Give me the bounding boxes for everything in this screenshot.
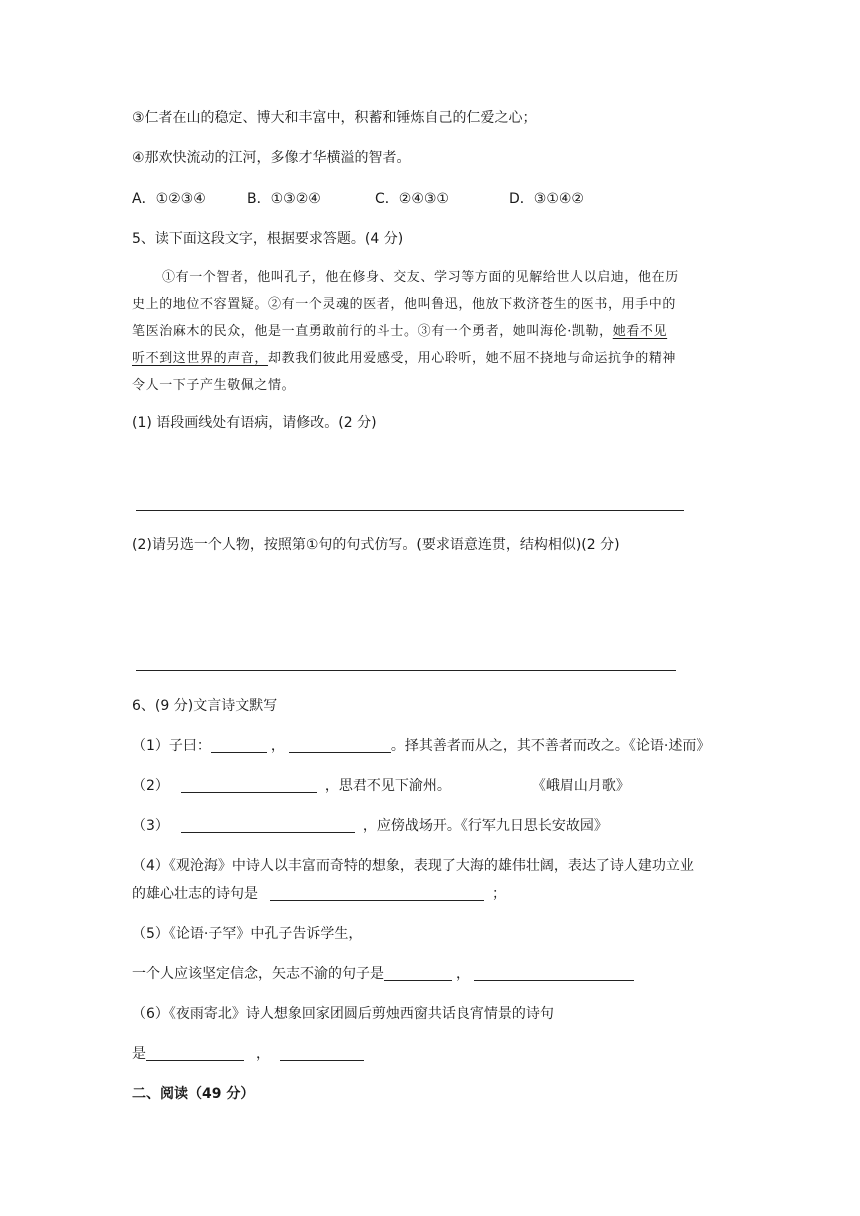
q6-2-blank[interactable] [181,778,317,793]
q6-1-suffix: 。择其善者而从之，其不善者而改之。《论语·述而》 [390,738,711,754]
q6-5-blank-a[interactable] [384,966,452,981]
q6-1-prefix: （1）子曰： [132,738,211,754]
q6-3-text: ，应傍战场开。《行军九日思长安故园》 [362,818,608,834]
q6-item-3 [132,816,608,836]
q5-underlined-error-cont: 听不到这世界的声音， [132,351,269,366]
q6-1-blank-b[interactable] [289,738,391,753]
q5-passage-text: 笔医治麻木的民众，他是一直勇敢前行的斗士。③有一个勇者，她叫海伦·凯勒， [132,324,613,339]
option-a: A．①②③④ [132,191,206,207]
q5-title: 5、读下面这段文字，根据要求答题。(4 分) [132,231,404,247]
q6-1-blank-a[interactable] [211,738,267,753]
q6-6-blank-b[interactable] [280,1046,364,1061]
q6-2-prefix: （2） [132,778,169,794]
options-row [132,189,584,209]
option-d: D．③①④② [509,191,584,207]
q6-4-blank[interactable] [270,886,484,901]
q5-answer-line-1[interactable] [136,510,684,511]
q5-passage-line-3 [132,322,667,342]
q5-sub1: (1) 语段画线处有语病，请修改。(2 分) [132,415,377,431]
q6-item-2 [132,776,630,796]
q6-item-6-line-2 [132,1044,364,1064]
q6-5-comma: ， [456,966,470,982]
q5-answer-line-2[interactable] [136,670,676,671]
q6-1-comma: ， [270,738,285,754]
q5-underlined-error: 她看不见 [612,324,668,339]
q6-item-4-line-1: （4）《观沧海》中诗人以丰富而奇特的想象，表现了大海的雄伟壮阔，表达了诗人建功立业 [132,858,694,874]
section-2-heading [132,1084,254,1104]
q6-item-6-line-1: （6）《夜雨寄北》诗人想象回家团圆后剪烛西窗共话良宵情景的诗句 [132,1006,554,1022]
q6-item-1 [132,736,710,756]
q6-6-blank-a[interactable] [146,1046,244,1061]
option-c: C．②④③① [375,191,449,207]
q6-item-5-line-2 [132,964,634,984]
q6-6-comma: ， [256,1046,270,1062]
q6-4-semicolon: ； [492,886,506,902]
q5-passage-line-1: ①有一个智者，他叫孔子，他在修身、交友、学习等方面的见解给世人以启迪，他在历 [162,270,679,285]
q6-3-blank[interactable] [181,818,355,833]
section-2-heading-text: 二、阅读（49 分） [132,1086,255,1102]
q5-passage-line-5: 令人一下子产生敬佩之情。 [132,378,296,393]
q6-title: 6、(9 分)文言诗文默写 [132,698,278,714]
item-4-text: ④那欢快流动的江河，多像才华横溢的智者。 [132,150,411,166]
q6-2-source: 《峨眉山月歌》 [538,778,630,794]
q5-passage-line-4 [132,349,676,369]
q6-item-5-line-1: （5）《论语·子罕》中孔子告诉学生， [132,926,363,942]
q6-6-text: 是 [132,1046,146,1062]
q5-passage-line-2: 史上的地位不容置疑。②有一个灵魂的医者，他叫鲁迅，他放下救济苍生的医书，用手中的 [132,297,677,312]
option-b: B．①③②④ [247,191,321,207]
q5-sub2: (2)请另选一个人物，按照第①句的句式仿写。(要求语意连贯，结构相似)(2 分) [132,537,620,553]
q5-passage-text-cont: 却教我们彼此用爱感受，用心聆听，她不屈不挠地与命运抗争的精神 [268,351,677,366]
q6-5-text: 一个人应该坚定信念，矢志不渝的句子是 [132,966,384,982]
item-3-text: ③仁者在山的稳定、博大和丰富中，积蓄和锤炼自己的仁爱之心； [132,110,537,126]
q6-3-prefix: （3） [132,818,169,834]
q6-4-text: 的雄心壮志的诗句是 [132,886,258,902]
q6-5-blank-b[interactable] [474,966,634,981]
q6-2-text: ，思君不见下渝州。 [324,778,451,794]
q6-item-4-line-2 [132,884,506,904]
